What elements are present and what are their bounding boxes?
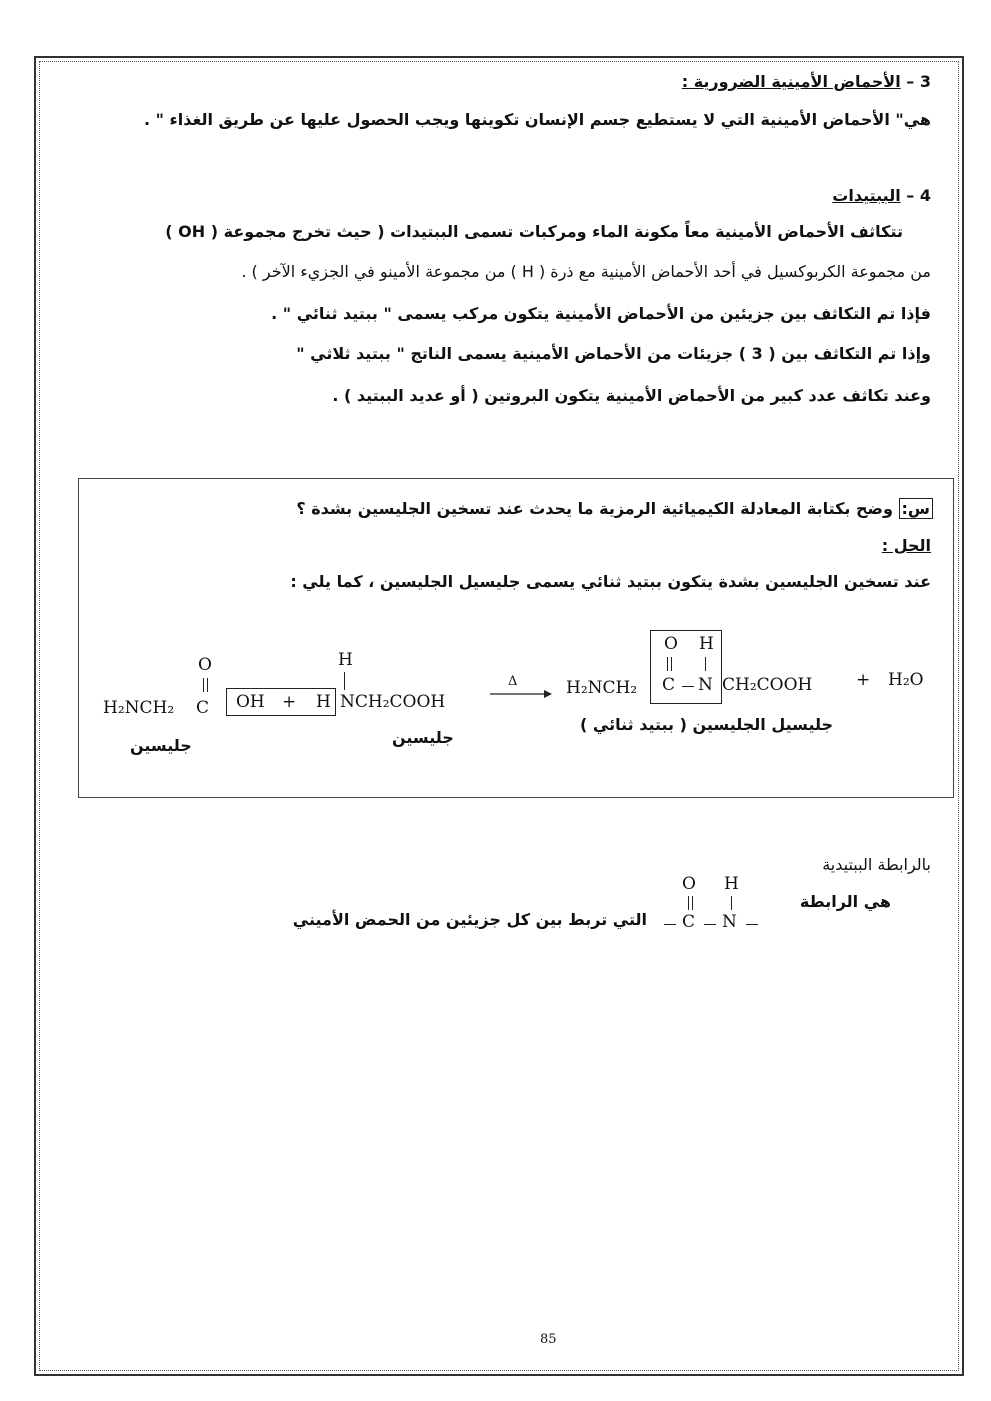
section3-definition: هي" الأحماض الأمينية التي لا يستطيع جسم الإنسان تكوينها ويجب الحصول عليها عن طريق الغذاء " . (144, 110, 931, 129)
section4-heading (832, 186, 931, 205)
label-glycine-1: جليسين (130, 736, 192, 755)
glycine2-formula: NCH₂COOH (340, 692, 446, 712)
section4-line-1: تتكاثف الأحماض الأمينية معاً مكونة الماء ومركبات تسمى الببتيدات ( حيث تخرج مجموعة ( OH ) (165, 222, 903, 241)
double-bond-1 (203, 678, 204, 692)
question-line (296, 498, 933, 519)
pb-cn-bond (704, 924, 716, 925)
hydroxyl-group: OH (236, 692, 265, 712)
reaction-arrow (490, 688, 552, 700)
carbonyl-o: O (198, 655, 212, 675)
section3-heading (682, 72, 931, 91)
product-h: H (699, 634, 714, 654)
answer-text: عند تسخين الجليسين بشدة يتكون ببتيد ثنائي يسمى جليسيل الجليسين ، كما يلي : (290, 572, 931, 591)
amine-h-top: H (338, 650, 353, 670)
pb-c: C (682, 912, 696, 932)
amine-bond (344, 672, 345, 690)
pb-nh-bond (731, 896, 732, 910)
label-product: جليسيل الجليسين ( ببتيد ثنائي ) (580, 715, 834, 734)
pb-o: O (682, 874, 696, 894)
section4-line-5: وعند تكاثف عدد كبير من الأحماض الأمينية يتكون البروتين ( أو عديد الببتيد ) . (332, 386, 931, 405)
peptide-bond-prefix: هي الرابطة (799, 892, 891, 911)
pb-h: H (724, 874, 739, 894)
amino-hydrogen: H (316, 692, 331, 712)
c-n-bond (682, 686, 694, 687)
peptide-bond-heading: بالرابطة الببتيدية (822, 855, 931, 874)
question-label: س: (899, 498, 933, 519)
double-bond-2 (207, 678, 208, 692)
question-box (78, 478, 954, 798)
product-o: O (664, 634, 678, 654)
pb-double-bond-2 (692, 896, 693, 910)
page-number: 85 (540, 1332, 557, 1347)
plus-sign: + (282, 692, 297, 712)
section4-line-2: من مجموعة الكربوكسيل في أحد الأحماض الأمينية مع ذرة ( H ) من مجموعة الأمينو في الجزيء الآخر ) . (241, 262, 931, 281)
section3-title: الأحماض الأمينية الضرورية : (681, 72, 901, 91)
peptide-bond-suffix: التي تربط بين كل جزيئين من الحمض الأميني (292, 910, 647, 929)
product-left: H₂NCH₂ (566, 678, 638, 698)
product-c: C (662, 675, 676, 695)
section4-line-4: وإذا تم التكاثف بين ( 3 ) جزيئات من الأحماض الأمينية يسمى الناتج " ببتيد ثلاثي " (296, 344, 931, 363)
pb-double-bond-1 (688, 896, 689, 910)
pb-n: N (722, 912, 737, 932)
pb-left-bond (664, 924, 676, 925)
label-glycine-2: جليسين (392, 728, 454, 747)
plus-sign-2: + (856, 670, 871, 690)
product-nh-bond (705, 657, 706, 671)
heat-symbol: Δ (508, 674, 518, 689)
product-n: N (698, 675, 713, 695)
glycine1-formula: H₂NCH₂ (103, 698, 175, 718)
section3-number: 3 – (906, 72, 931, 91)
product-double-bond-2 (671, 657, 672, 671)
section4-line-3: فإذا تم التكاثف بين جزيئين من الأحماض الأمينية يتكون مركب يسمى " ببتيد ثنائي " . (271, 304, 931, 323)
pb-right-bond (746, 924, 758, 925)
product-double-bond-1 (667, 657, 668, 671)
water: H₂O (888, 670, 924, 690)
question-text: وضح بكتابة المعادلة الكيميائية الرمزية ما يحدث عند تسخين الجليسين بشدة ؟ (296, 499, 893, 518)
section4-title: الببتيدات (832, 186, 901, 205)
answer-label: الحل : (881, 536, 931, 555)
section4-number: 4 – (906, 186, 931, 205)
product-right: CH₂COOH (722, 675, 813, 695)
glycine1-carbon: C (196, 698, 210, 718)
